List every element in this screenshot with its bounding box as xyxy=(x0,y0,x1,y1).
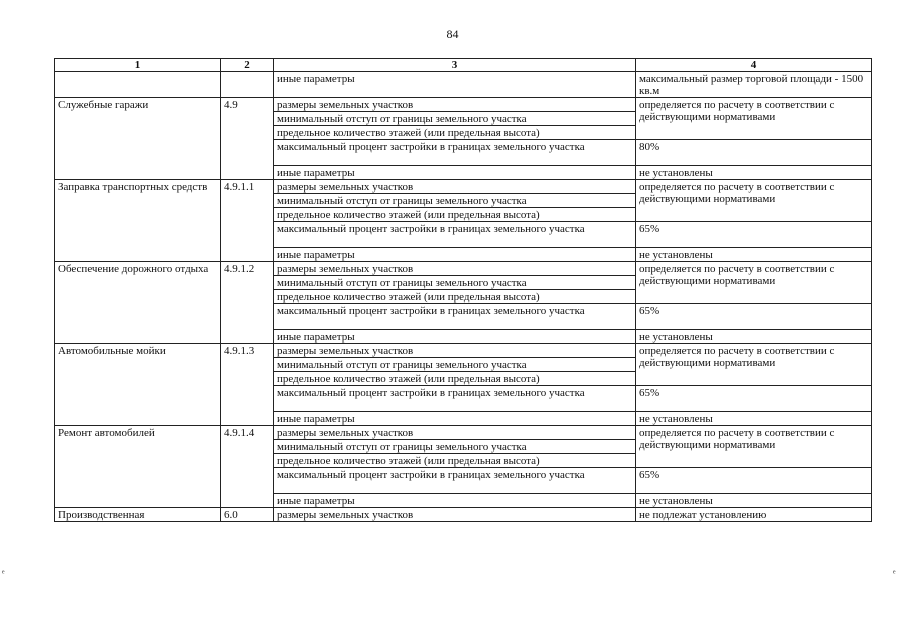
use-type-name: Ремонт автомобилей xyxy=(55,426,221,508)
percent-value: 80% xyxy=(636,140,872,166)
parameter-name: максимальный процент застройки в границах земельного участка xyxy=(274,304,636,330)
calc-value: определяется по расчету в соответствии с действующими нормативами xyxy=(636,180,872,222)
parameter-name: размеры земельных участков xyxy=(274,262,636,276)
continuation-name-cell xyxy=(55,72,221,98)
percent-value: 65% xyxy=(636,222,872,248)
calc-value: определяется по расчету в соответствии с действующими нормативами xyxy=(636,262,872,304)
parameter-name: максимальный процент застройки в границах земельного участка xyxy=(274,468,636,494)
table-row xyxy=(55,344,872,358)
parameter-name: иные параметры xyxy=(274,330,636,344)
parameter-name: иные параметры xyxy=(274,248,636,262)
table-row xyxy=(55,262,872,276)
header-row xyxy=(55,59,872,72)
parameter-name: предельное количество этажей (или предельная высота) xyxy=(274,290,636,304)
parameter-name: иные параметры xyxy=(274,494,636,508)
header-col-4: 4 xyxy=(636,59,872,72)
table-row xyxy=(55,426,872,440)
last-row-code: 6.0 xyxy=(221,508,274,522)
other-value: не установлены xyxy=(636,330,872,344)
parameter-name: предельное количество этажей (или предельная высота) xyxy=(274,454,636,468)
use-type-name: Обеспечение дорожного отдыха xyxy=(55,262,221,344)
parameter-name: максимальный процент застройки в границах земельного участка xyxy=(274,222,636,248)
header-col-2: 2 xyxy=(221,59,274,72)
percent-value: 65% xyxy=(636,304,872,330)
page-number: 84 xyxy=(446,27,459,41)
other-value: не установлены xyxy=(636,166,872,180)
header-col-3: 3 xyxy=(274,59,636,72)
header-col-1: 1 xyxy=(55,59,221,72)
use-type-code: 4.9.1.2 xyxy=(221,262,274,344)
parameter-name: максимальный процент застройки в границах земельного участка xyxy=(274,386,636,412)
parameter-name: минимальный отступ от границы земельного участка xyxy=(274,276,636,290)
parameter-name: размеры земельных участков xyxy=(274,180,636,194)
table-row xyxy=(55,180,872,194)
parameter-name: минимальный отступ от границы земельного участка xyxy=(274,358,636,372)
use-type-code: 4.9.1.1 xyxy=(221,180,274,262)
parameter-name: минимальный отступ от границы земельного участка xyxy=(274,194,636,208)
percent-value: 65% xyxy=(636,386,872,412)
margin-mark-left: ᵉ xyxy=(2,568,5,579)
parameter-name: предельное количество этажей (или предельная высота) xyxy=(274,126,636,140)
parameter-name: размеры земельных участков xyxy=(274,98,636,112)
use-type-code: 4.9.1.3 xyxy=(221,344,274,426)
last-row-param: размеры земельных участков xyxy=(274,508,636,522)
use-type-code: 4.9.1.4 xyxy=(221,426,274,508)
use-type-name: Служебные гаражи xyxy=(55,98,221,180)
margin-mark-right: ᵉ xyxy=(893,568,896,579)
parameter-name: минимальный отступ от границы земельного участка xyxy=(274,112,636,126)
parameter-name: предельное количество этажей (или предельная высота) xyxy=(274,372,636,386)
last-row-name: Производственная xyxy=(55,508,221,522)
parameter-name: иные параметры xyxy=(274,412,636,426)
percent-value: 65% xyxy=(636,468,872,494)
zoning-parameters-table xyxy=(54,58,872,522)
other-value: не установлены xyxy=(636,248,872,262)
last-row xyxy=(55,508,872,522)
parameter-name: размеры земельных участков xyxy=(274,344,636,358)
last-row-value: не подлежат установлению xyxy=(636,508,872,522)
calc-value: определяется по расчету в соответствии с действующими нормативами xyxy=(636,426,872,468)
continuation-value: максимальный размер торговой площади - 1500 кв.м xyxy=(636,72,872,98)
continuation-code-cell xyxy=(221,72,274,98)
use-type-name: Заправка транспортных средств xyxy=(55,180,221,262)
other-value: не установлены xyxy=(636,412,872,426)
calc-value: определяется по расчету в соответствии с действующими нормативами xyxy=(636,98,872,140)
table-row xyxy=(55,98,872,112)
calc-value: определяется по расчету в соответствии с действующими нормативами xyxy=(636,344,872,386)
other-value: не установлены xyxy=(636,494,872,508)
continuation-row xyxy=(55,72,872,98)
use-type-code: 4.9 xyxy=(221,98,274,180)
parameter-name: размеры земельных участков xyxy=(274,426,636,440)
parameter-name: максимальный процент застройки в границах земельного участка xyxy=(274,140,636,166)
parameter-name: иные параметры xyxy=(274,166,636,180)
continuation-param: иные параметры xyxy=(274,72,636,98)
use-type-name: Автомобильные мойки xyxy=(55,344,221,426)
parameter-name: предельное количество этажей (или предельная высота) xyxy=(274,208,636,222)
parameter-name: минимальный отступ от границы земельного участка xyxy=(274,440,636,454)
